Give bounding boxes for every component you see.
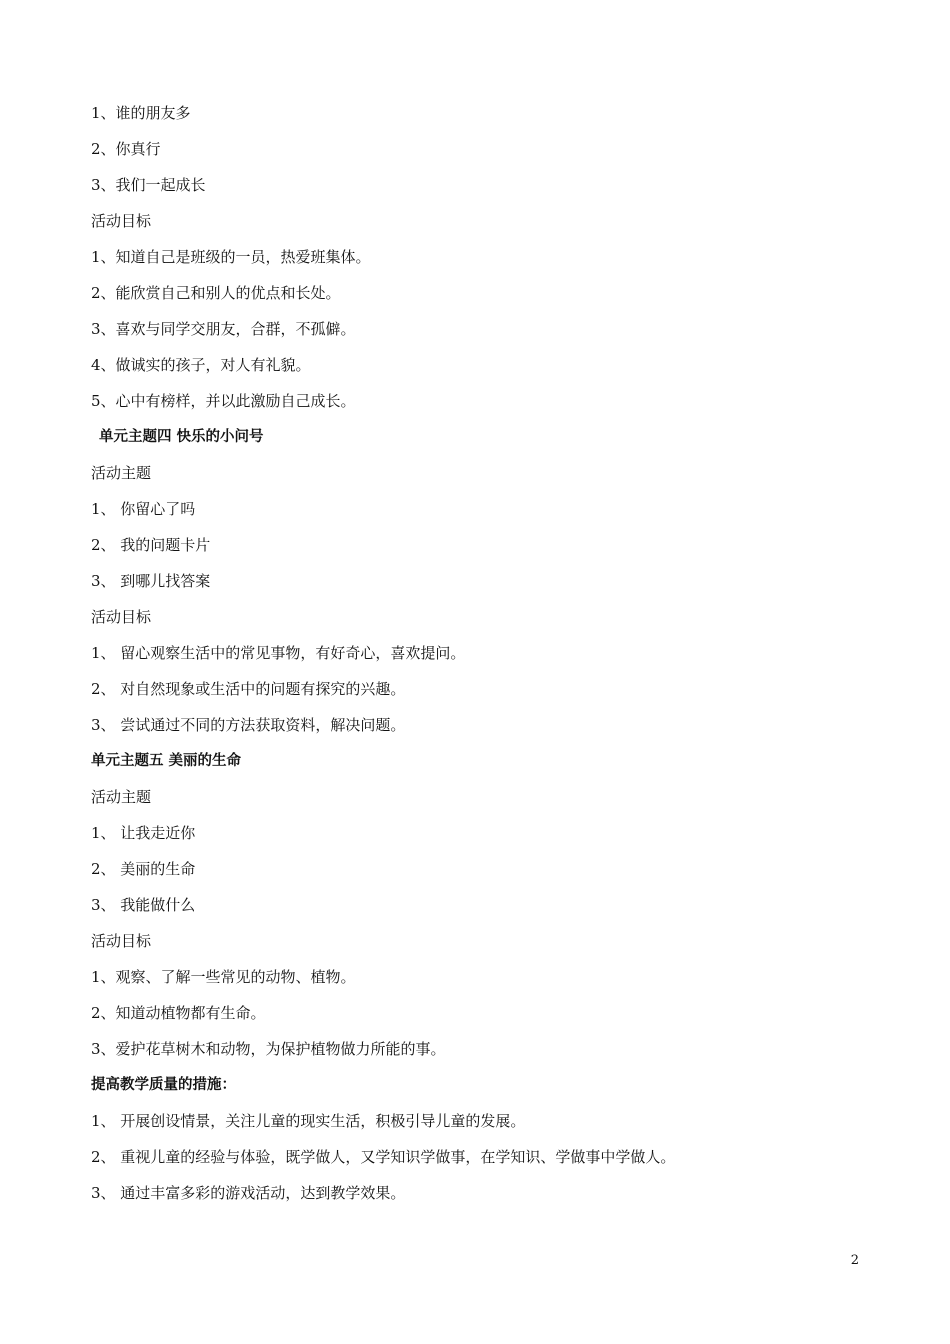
list-item: 5、心中有榜样，并以此激励自己成长。 [91,392,356,410]
section-label: 活动目标 [91,608,152,626]
list-item: 1、 让我走近你 [91,824,196,842]
page-number: 2 [850,1253,859,1268]
section-heading: 单元主题四 快乐的小问号 [99,429,264,445]
list-item: 2、 对自然现象或生活中的问题有探究的兴趣。 [91,680,406,698]
list-item: 3、爱护花草树木和动物，为保护植物做力所能的事。 [91,1040,446,1058]
list-item: 1、观察、了解一些常见的动物、植物。 [91,968,356,986]
list-item: 2、 我的问题卡片 [91,536,211,554]
list-item: 4、做诚实的孩子，对人有礼貌。 [91,356,311,374]
list-item: 2、知道动植物都有生命。 [91,1004,266,1022]
list-item: 1、 留心观察生活中的常见事物，有好奇心，喜欢提问。 [91,644,466,662]
list-item: 3、我们一起成长 [91,176,206,194]
list-item: 3、 到哪儿找答案 [91,572,211,590]
section-heading: 提高教学质量的措施： [91,1077,236,1093]
list-item: 2、你真行 [91,140,161,158]
section-label: 活动主题 [91,788,152,806]
list-item: 2、 美丽的生命 [91,860,196,878]
list-item: 1、谁的朋友多 [91,104,191,122]
list-item: 3、 我能做什么 [91,896,196,914]
list-item: 3、 尝试通过不同的方法获取资料，解决问题。 [91,716,406,734]
list-item: 3、 通过丰富多彩的游戏活动，达到教学效果。 [91,1184,406,1202]
list-item: 1、 你留心了吗 [91,500,196,518]
section-label: 活动主题 [91,464,152,482]
list-item: 2、 重视儿童的经验与体验，既学做人，又学知识学做事，在学知识、学做事中学做人。 [91,1148,676,1166]
list-item: 1、知道自己是班级的一员，热爱班集体。 [91,248,371,266]
list-item: 1、 开展创设情景，关注儿童的现实生活，积极引导儿童的发展。 [91,1112,526,1130]
document-body [91,101,871,1217]
list-item: 2、能欣赏自己和别人的优点和长处。 [91,284,341,302]
section-heading: 单元主题五 美丽的生命 [91,753,242,769]
section-label: 活动目标 [91,212,152,230]
list-item: 3、喜欢与同学交朋友，合群，不孤僻。 [91,320,356,338]
section-label: 活动目标 [91,932,152,950]
